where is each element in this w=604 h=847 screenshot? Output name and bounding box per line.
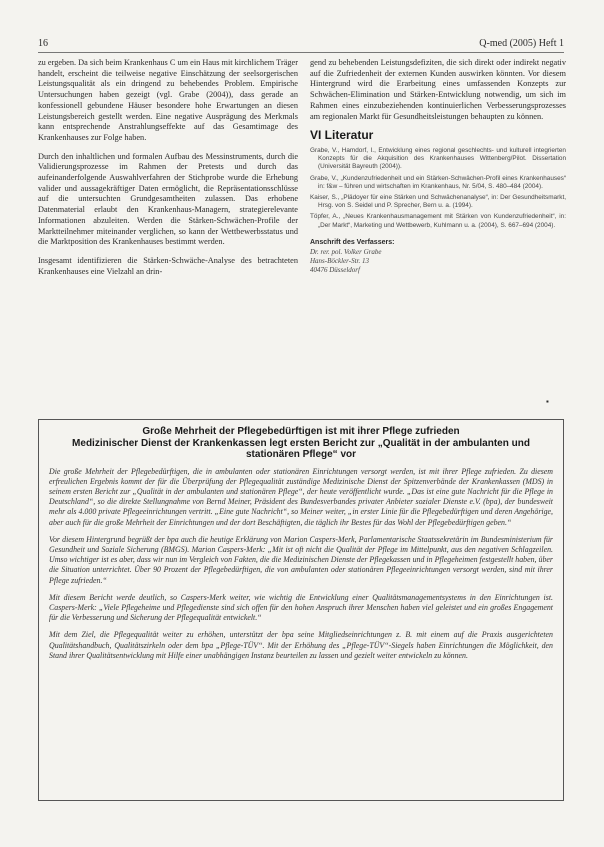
right-column	[310, 58, 566, 274]
news-paragraph: Vor diesem Hintergrund begrüßt der bpa auch die heutige Erklärung von Marion Caspers-Merk, Parlamentarische Staatssekretärin im Bundesministerium für Gesundheit und Soziale Sicherung (BMGS). Marion Caspers-Merk: „Mit ist oft nicht die Qualität der Pflege im Mittelpunkt, aus den negativen Schlagzeilen. Umso wichtiger ist es aber, dass wir nun im Vergleich von Fakten, die die Medizinischen Dienste der Pflegekassen und in Pflegeheimen festgestellt haben, über die Situation unterrichtet. Über 90 Prozent der Pflegebedürftigen, die von ambulanten oder stationären Pflegeeinrichtungen versorgt werden, sind mit ihrer Pflege zufrieden.“	[49, 534, 553, 585]
reference-item: Grabe, V., Hamdorf, I., Entwicklung eines regional geschlechts- und kulturell integrierten Konzepts für die Akquisition des Krankenhauses Wittenberg/Pilot. Dissertation (Universität Bayreuth (2004)).	[310, 146, 566, 171]
news-box-title-line: Medizinischer Dienst der Krankenkassen legt ersten Bericht zur „Qualität in der ambulanten und stationären Pflege“ vor	[72, 437, 530, 460]
news-paragraph: Die große Mehrheit der Pflegebedürftigen, die in ambulanten oder stationären Einrichtungen versorgt werden, ist mit ihrer Pflege zufrieden. Zu diesem erfreulichen Ergebnis kommt der für die Überprüfung der Pflegequalität zuständige Medizinische Dienst der Spitzenverbände der Krankenkassen (MDS) in seinem ersten Bericht zur „Qualität in der ambulanten und stationären Pflege“, der heute veröffentlicht wurde. „Das ist eine gute Nachricht für die Pflege in Deutschland“, so die direkte Stellungnahme von Bernd Meiner, Präsident des Bundesverbandes privater Anbieter sozialer Dienste e.V. (bpa), der bundesweit mehr als 4.000 private Pflegeeinrichtungen vertritt. „Eine gute Nachricht“, so Meiner weiter, „in erster Linie für die Pflegebedürftigen und deren Angehörige, aber auch für die große Mehrheit der Einrichtungen und der dort Beschäftigten, die täglich ihr Bestes für das Wohl der Pflegebedürftigen geben.“	[49, 466, 553, 527]
end-of-article-mark: ▪	[546, 397, 549, 406]
news-box-title-line: Große Mehrheit der Pflegebedürftigen ist mit ihrer Pflege zufrieden	[142, 426, 460, 437]
news-paragraph: Mit dem Ziel, die Pflegequalität weiter zu erhöhen, unterstützt der bpa seine Mitgliedseinrichtungen z. B. mit einem auf die Praxis ausgerichteten Qualitätshandbuch, Qualitätszirkeln oder dem bpa „Pflege-TÜV“. Mit der Erhöhung des „Pflege-TÜV“-Siegels haben Einrichtungen die Möglichkeit, den Stand ihrer Qualitätsentwicklung mit Hilfe einer unabhängigen Instanz beurteilen zu lassen und gezielt weiter entwickeln zu können.	[49, 630, 553, 660]
reference-item: Grabe, V., „Kundenzufriedenheit und ein Stärken-Schwächen-Profil eines Krankenhauses“ in: f&w – führen und wirtschaften im Krankenhaus, Nr. 5/04, S. 480–484 (2004).	[310, 174, 566, 190]
body-paragraph: zu ergeben. Da sich beim Krankenhaus C um ein Haus mit kirchlichem Träger handelt, erscheint die teilweise negative Einschätzung der seelsorgerischen Leistungsqualität als ein dringend zu behebendes Problem. Empirische Untersuchungen haben gezeigt (vgl. Grabe (2004)), dass gerade an konfessionell gebundene Häuser besondere hohe Erwartungen an diesen Leistungsbereich gestellt werden. Eine negative Ausprägung des Merkmals kann entsprechende Anstrahlungseffekte auf das Gesamtimage des Krankenhauses zur Folge haben.	[38, 58, 298, 142]
news-paragraph: Mit diesem Bericht werde deutlich, so Caspers-Merk weiter, wie wichtig die Entwicklung einer Qualitätsmanagementsystems in den Einrichtungen ist. Caspers-Merk: „Viele Pflegeheime und Pflegedienste sind sich offen für den hohen Anspruch ihrer Menschen haben viel geleistet und ein großes Engagement für die Verbesserung und Sicherung der Pflegequalität entwickelt.“	[49, 592, 553, 623]
author-address-line: Hans-Böckler-Str. 13	[310, 257, 369, 266]
reference-list	[310, 147, 566, 230]
news-box	[38, 419, 564, 801]
reference-item: Kaiser, S., „Plädoyer für eine Stärken und Schwächenanalyse“, in: Der Gesundheitsmarkt, Hrsg. von S. Seidel und P. Sprecher, Bern u. a. (1994).	[310, 193, 566, 210]
header-rule	[38, 52, 564, 53]
journal-issue: Q-med (2005) Heft 1	[479, 38, 564, 49]
reference-item: Töpfer, A., „Neues Krankenhausmanagement mit Stärken von Kundenzufriedenheit“, in: „Der Markt“, Marketing und Wettbewerb, Kuhlmann u. a. (2004), S. 667–694 (2004).	[310, 213, 566, 229]
body-paragraph: Insgesamt identifizieren die Stärken-Schwäche-Analyse des betrachteten Krankenhauses eine Vielzahl an drin-	[38, 255, 298, 276]
author-address-line: Dr. rer. pol. Volker Grabe	[310, 248, 382, 257]
news-box-body	[49, 467, 553, 661]
section-title: VI Literatur	[310, 128, 374, 143]
author-address-line: 40476 Düsseldorf	[310, 265, 360, 274]
author-address-title: Anschrift des Verfassers:	[310, 238, 395, 246]
body-paragraph: Durch den inhaltlichen und formalen Aufbau des Messinstruments, durch die Validierungsprozesse im Rahmen der Pretests und durch das aufeinanderfolgende Auswahlverfahren der Stichprobe wurde die Erhebung valider und aussagekräftiger Daten ermöglicht, die Repräsentationsschlüsse auf die untersuchten Grundgesamtheiten zulassen. Das erhobene Datenmaterial erlaubt den Krankenhaus-Managern, strategierelevante Informationen abzuleiten. Werden die Stärken-Schwächen-Profile der Marktteilnehmer miteinander verglichen, so kann der Wettbewerbsstatus und die Marktposition des Krankenhauses bestimmt werden.	[38, 151, 298, 247]
news-box-title	[49, 426, 553, 461]
left-column	[38, 58, 298, 285]
page-number: 16	[38, 38, 48, 49]
body-paragraph: gend zu behebenden Leistungsdefiziten, die sich direkt oder indirekt negativ auf die Zufriedenheit der externen Kunden auswirken könnten. Vor diesem Hintergrund wird die Erarbeitung eines umfassenden Konzepts zur Schwächen-Elimination und Stärken-Entwicklung notwendig, um sich im Rahmen eines einzubeziehenden kontinuierlichen Verbesserungsprozesses am regionalen Markt für Gesundheitsleistungen behaupten zu können.	[310, 58, 566, 121]
